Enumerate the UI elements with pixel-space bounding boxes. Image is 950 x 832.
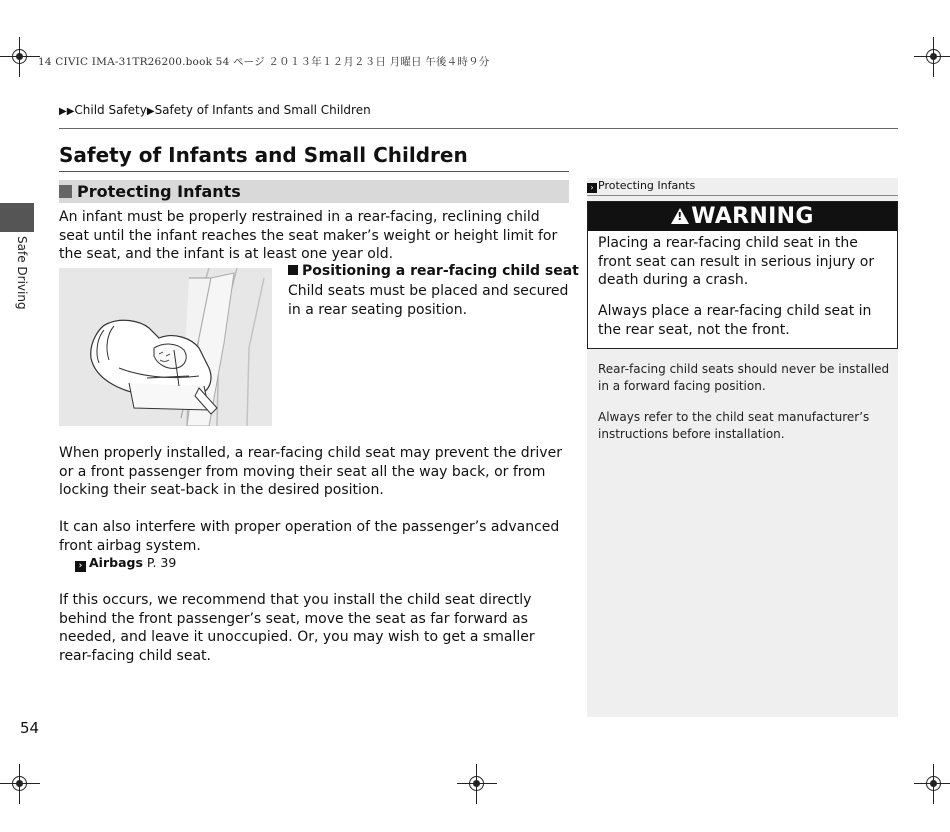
crop-mark-bottom-left bbox=[0, 764, 40, 804]
title-rule bbox=[59, 171, 569, 172]
crop-mark-bottom-center bbox=[457, 764, 497, 804]
sub-heading-text: Positioning a rear-facing child seat bbox=[302, 263, 579, 279]
square-bullet-icon bbox=[288, 265, 298, 275]
recommendation-paragraph: If this occurs, we recommend that you install the child seat directly behind the front passenger’s seat, move the seat as far forward as needed, and leave it unoccupied. Or, you may wish to get a smaller rear-facing child seat. bbox=[59, 592, 535, 664]
breadcrumb-arrow-icon: ▶▶ bbox=[59, 106, 75, 117]
sub-heading bbox=[288, 263, 579, 279]
side-note-rule bbox=[587, 195, 898, 196]
reference-icon: › bbox=[587, 183, 597, 193]
warning-text-1: Placing a rear-facing child seat in the front seat can result in serious injury or death during a crash. bbox=[598, 235, 875, 288]
side-note-1: Rear-facing child seats should never be installed in a forward facing position. bbox=[598, 362, 890, 393]
warning-text-2: Always place a rear-facing child seat in the rear seat, not the front. bbox=[598, 303, 872, 338]
warning-header bbox=[588, 202, 897, 231]
section-heading bbox=[59, 180, 569, 203]
section-square-icon bbox=[59, 185, 72, 198]
sub-body-text: Child seats must be placed and secured in a rear seating position. bbox=[288, 283, 569, 318]
chapter-tab-text: Safe Driving bbox=[15, 236, 29, 310]
crop-mark-top-left bbox=[0, 37, 40, 77]
side-note-2: Always refer to the child seat manufacturer’s instructions before installation. bbox=[598, 410, 870, 441]
airbags-cross-reference[interactable] bbox=[75, 555, 176, 572]
xref-label: Airbags bbox=[89, 555, 143, 570]
section-heading-text: Protecting Infants bbox=[77, 182, 241, 201]
chapter-tab-label bbox=[15, 236, 31, 326]
side-note-reference bbox=[587, 179, 695, 193]
child-seat-drawing bbox=[59, 268, 272, 426]
breadcrumb-item-safety-of-infants[interactable]: Safety of Infants and Small Children bbox=[154, 103, 371, 117]
header-rule bbox=[59, 128, 898, 129]
side-note-reference-text: Protecting Infants bbox=[598, 179, 696, 192]
crop-mark-top-right bbox=[914, 37, 950, 77]
cross-reference-icon: › bbox=[75, 561, 86, 572]
page-number: 54 bbox=[20, 719, 40, 737]
warning-triangle-icon bbox=[671, 208, 689, 224]
rear-facing-seat-illustration bbox=[59, 268, 272, 426]
chapter-tab bbox=[0, 203, 34, 232]
xref-page: P. 39 bbox=[146, 555, 177, 570]
airbag-paragraph: It can also interfere with proper operation of the passenger’s advanced front airbag system. bbox=[59, 519, 560, 554]
crop-mark-bottom-right bbox=[914, 764, 950, 804]
page-title: Safety of Infants and Small Children bbox=[59, 143, 468, 167]
warning-title: WARNING bbox=[691, 204, 814, 229]
breadcrumb bbox=[59, 103, 371, 117]
breadcrumb-arrow-icon: ▶ bbox=[146, 106, 155, 117]
installed-paragraph: When properly installed, a rear-facing child seat may prevent the driver or a front passenger from moving their seat all the way back, or from locking their seat-back in the desired position. bbox=[59, 445, 562, 498]
intro-paragraph: An infant must be properly restrained in a rear-facing, reclining child seat until the infant reaches the seat maker’s weight or height limit for the seat, and the infant is at least one year old. bbox=[59, 209, 558, 262]
breadcrumb-item-child-safety[interactable]: Child Safety bbox=[74, 103, 147, 117]
file-header: 14 CIVIC IMA-31TR26200.book 54 ページ ２０１３年１２月２３日 月曜日 午後４時９分 bbox=[38, 56, 490, 68]
warning-box bbox=[587, 201, 898, 349]
